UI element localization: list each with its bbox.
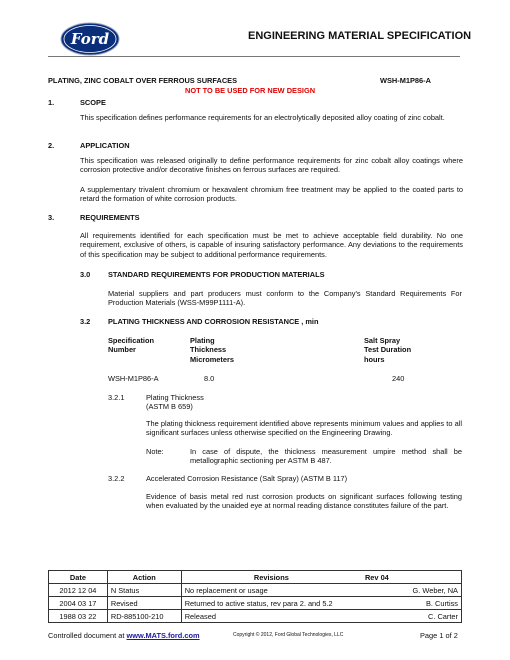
plating-thickness-text: The plating thickness requirement identified above represents minimum values and applies to all significant surfaces unless otherwise specified on the Engineering Drawing. <box>146 419 462 438</box>
spec-number: WSH-M1P86-A <box>380 76 431 85</box>
rev-action: N Status <box>107 584 181 597</box>
table-header-spec-number: Specification Number <box>108 336 154 355</box>
scope-text: This specification defines performance requirements for an electrolytically deposited alloy coating of zinc cobalt. <box>80 113 445 122</box>
note-label: Note: <box>146 447 164 456</box>
subsection-number: 3.2.1 <box>108 393 125 402</box>
section-number: 2. <box>48 141 55 150</box>
subsection-number: 3.2 <box>80 317 91 326</box>
table-header-thickness: Plating Thickness Micrometers <box>190 336 234 364</box>
rev-action: Revised <box>107 597 181 610</box>
table-cell-spec: WSH-M1P86-A <box>108 374 159 383</box>
rev-description: No replacement or usage <box>181 584 361 597</box>
header-action: Action <box>107 571 181 584</box>
corrosion-resistance-text: Evidence of basis metal red rust corrosion products on significant surfaces following testing when evaluated by the unaided eye at normal reading distance constitutes failure of the part. <box>146 492 462 511</box>
rev-description: Released <box>181 610 361 623</box>
section-number: 3. <box>48 213 55 222</box>
section-heading-requirements: REQUIREMENTS <box>80 213 140 222</box>
controlled-label: Controlled document at <box>48 631 125 640</box>
rev-date: 1988 03 22 <box>49 610 108 623</box>
section-number: 1. <box>48 98 55 107</box>
table-cell-hours: 240 <box>392 374 405 383</box>
mats-link[interactable]: www.MATS.ford.com <box>126 631 200 640</box>
header-date: Date <box>49 571 108 584</box>
rev-author: C. Carter <box>361 610 462 623</box>
rev-date: 2004 03 17 <box>49 597 108 610</box>
table-cell-thickness: 8.0 <box>204 374 215 383</box>
note-text: In case of dispute, the thickness measurement umpire method shall be metallographic sectioning per ASTM B 487. <box>190 447 462 466</box>
ford-logo <box>60 22 120 56</box>
standard-requirements-text: Material suppliers and part producers must conform to the Company's Standard Requirements For Production Materials (WSS-M99P1111-A). <box>108 289 462 308</box>
rev-author: G. Weber, NA <box>361 584 462 597</box>
table-header-salt-spray: Salt Spray Test Duration hours <box>364 336 412 364</box>
status-notice: NOT TO BE USED FOR NEW DESIGN <box>185 86 316 95</box>
page-number: Page 1 of 2 <box>420 631 458 640</box>
table-row <box>49 610 462 623</box>
subsection-heading-3-2: PLATING THICKNESS AND CORROSION RESISTANCE , min <box>108 317 319 326</box>
rev-author: B. Curtiss <box>361 597 462 610</box>
svg-text:Ford: Ford <box>70 30 110 48</box>
footer-copyright: Copyright © 2012, Ford Global Technologies, LLC <box>233 632 344 638</box>
rev-action: RD-885100-210 <box>107 610 181 623</box>
document-title: ENGINEERING MATERIAL SPECIFICATION <box>248 30 472 42</box>
section-heading-application: APPLICATION <box>80 141 130 150</box>
subsection-heading-3-2-1: Plating Thickness (ASTM B 659) <box>146 393 204 412</box>
revisions-header-row <box>49 571 462 584</box>
footer-controlled <box>48 631 200 640</box>
subsection-heading-3-0: STANDARD REQUIREMENTS FOR PRODUCTION MATERIALS <box>108 270 325 279</box>
revisions-table <box>48 570 462 623</box>
subsection-number: 3.0 <box>80 270 91 279</box>
table-row <box>49 584 462 597</box>
table-row <box>49 597 462 610</box>
rev-date: 2012 12 04 <box>49 584 108 597</box>
subsection-heading-3-2-2: Accelerated Corrosion Resistance (Salt Spray) (ASTM B 117) <box>146 474 348 483</box>
subsection-number: 3.2.2 <box>108 474 125 483</box>
spec-title: PLATING, ZINC COBALT OVER FERROUS SURFACES <box>48 76 238 85</box>
application-text-1: This specification was released originally to define performance requirements for zinc cobalt alloy coatings where corrosion protective and/or decorative finishes on ferrous surfaces are required. <box>80 156 463 175</box>
section-heading-scope: SCOPE <box>80 98 106 107</box>
rev-description: Returned to active status, rev para 2. and 5.2 <box>181 597 361 610</box>
application-text-2: A supplementary trivalent chromium or hexavalent chromium free treatment may be applied to the coated parts to retard the formation of white corrosion products. <box>80 185 463 204</box>
header-revisions: Revisions Rev 04 <box>181 571 461 584</box>
requirements-text: All requirements identified for each specification must be met to achieve acceptable field durability. No one requirement, exclusive of others, is capable of insuring satisfactory performance. Any deviations to the requirements of this specification may be subject to additional performance requirements. <box>80 231 463 259</box>
header-divider <box>48 56 460 57</box>
